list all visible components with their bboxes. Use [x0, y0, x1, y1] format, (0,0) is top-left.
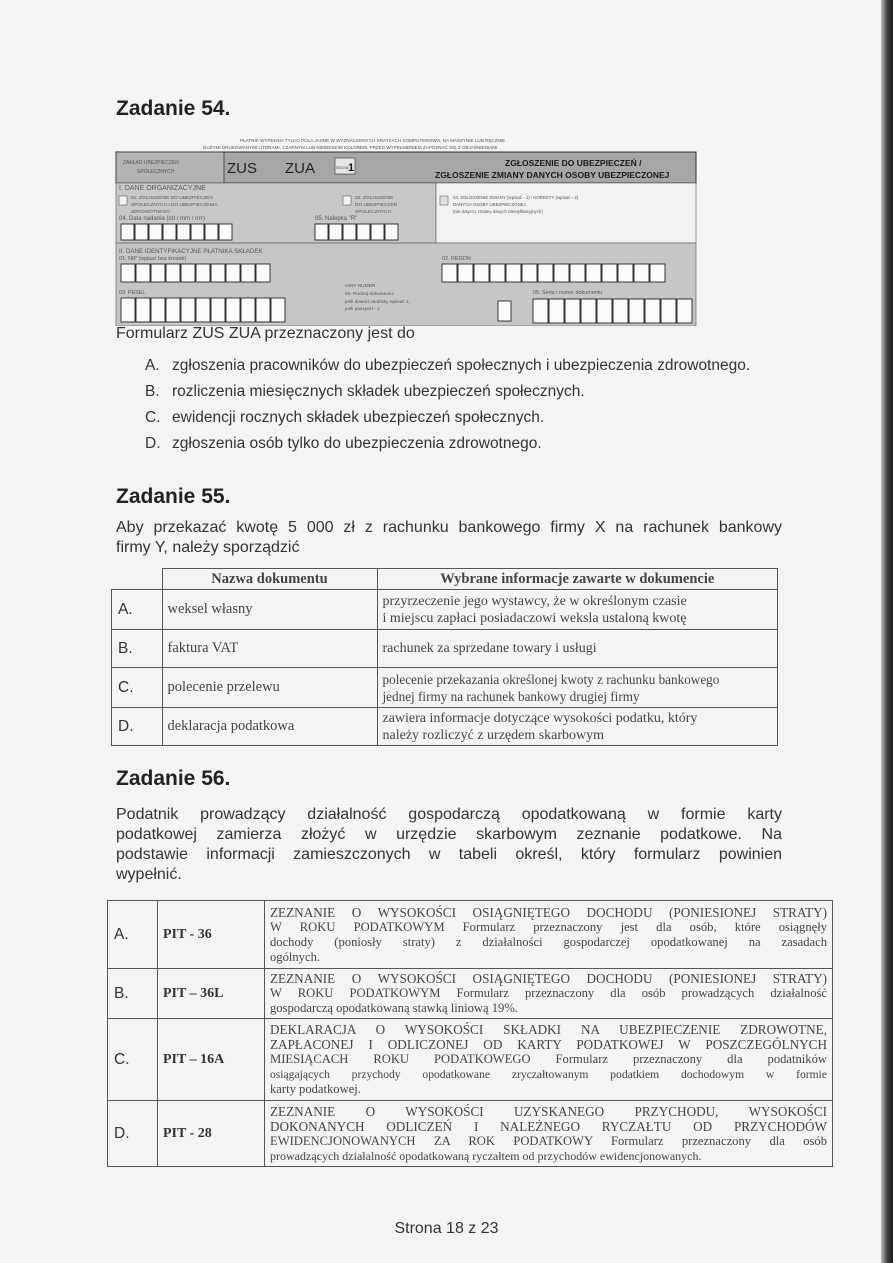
form-note-2: DUŻYMI DRUKOWANYMI LITERAMI, CZARNYM LUB NIEBIESKIM KOLOREM, PRZED WYPEŁNIENIEM ZAPOZNAĆ SIĘ Z OBJAŚNIENIAMI [203, 145, 498, 150]
form-entry-box [135, 224, 148, 240]
form-section-2: II. DANE IDENTYFIKACYJNE PŁATNIKA SKŁADEK [119, 248, 263, 255]
form-title-2: ZGŁOSZENIE ZMIANY DANYCH OSOBY UBEZPIECZONEJ [435, 170, 670, 180]
table-row[interactable] [108, 969, 833, 1019]
column-header: Nazwa dokumentu [162, 569, 377, 590]
column-header: Wybrane informacje zawarte w dokumencie [377, 569, 778, 590]
task-55-question-line: Aby przekazać kwotę 5 000 zł z rachunku bankowego firmy X na rachunek bankowy [116, 519, 782, 536]
form-entry-box [121, 298, 135, 322]
document-name: faktura VAT [162, 630, 377, 668]
form-entry-box [343, 224, 356, 240]
task-54-answer-a[interactable]: A. zgłoszenia pracowników do ubezpieczeń społecznych i ubezpieczenia zdrowotnego. [145, 357, 751, 374]
task-56-question [116, 805, 782, 885]
task-56-heading: Zadanie 56. [116, 767, 231, 790]
form-entry-box [554, 264, 569, 282]
form-description: DEKLARACJA O WYSOKOŚCI SKŁADKI NA UBEZPIECZENIE ZDROWOTNE, ZAPŁACONEJ I ODLICZONEJ OD KARTY PODATKOWEJ W POSZCZEGÓLNYCH MIESIĄCACH ROKU PODATKOWEGO Formularz przeznaczony dla podatników osiągających przychody opodatkowane zryczałtowanym podatkiem dochodowym w formie karty podatkowej. [265, 1019, 833, 1101]
form-entry-box [271, 298, 285, 322]
form-entry-box [205, 224, 218, 240]
form-opt-02-2: DO UBEZPIECZEŃ [355, 203, 398, 208]
form-section-1: I. DANE ORGANIZACYJNE [119, 185, 206, 192]
task-56-question-line: podatkowej zamierza złożyć w urzędzie skarbowym zeznanie podatkowe. Na [116, 826, 782, 843]
form-other-3: jeśli dowód osobisty, wpisać 1, [345, 300, 410, 305]
document-info: polecenie przekazania określonej kwoty z rachunku bankowego jednej firmy na rachunek bankowy drugiej firmy [377, 668, 778, 708]
form-field-04: 04. Data nadania (dd / mm / rrrr) [119, 216, 206, 222]
form-entry-box [149, 224, 162, 240]
form-opt-03-1: 03. ZGŁOSZENIE ZMIANY (wpisać - 1) / KOREKTY (wpisać - 2) [453, 195, 579, 200]
form-entry-box [166, 264, 180, 282]
table-row[interactable] [108, 1019, 833, 1101]
row-letter: B. [112, 630, 163, 668]
form-entry-box [458, 264, 473, 282]
form-entry-box [121, 264, 135, 282]
form-other-2: 04. Rodzaj dokumentu: [345, 292, 395, 297]
row-letter: C. [112, 668, 163, 708]
form-entry-box [226, 264, 240, 282]
form-description: ZEZNANIE O WYSOKOŚCI OSIĄGNIĘTEGO DOCHODU (PONIESIONEJ STRATY) W ROKU PODATKOWYM Formularz przeznaczony jest dla osób, które osiągnęły dochody (poniosły straty) z działalności gospodarczej opodatkowanej na zasadach ogólnych. [265, 901, 833, 969]
form-entry-box [581, 299, 596, 323]
form-entry-box [634, 264, 649, 282]
task-55-question-line: firmy Y, należy sporządzić [116, 539, 300, 556]
form-entry-box [661, 299, 676, 323]
form-entry-box [474, 264, 489, 282]
form-title-1: ZGŁOSZENIE DO UBEZPIECZEŃ / [505, 158, 642, 168]
form-code: PIT – 16A [158, 1019, 265, 1101]
form-description: ZEZNANIE O WYSOKOŚCI OSIĄGNIĘTEGO DOCHODU (PONIESIONEJ STRATY) W ROKU PODATKOWYM Formularz przeznaczony dla osób prowadzących działalność gospodarczą opodatkowaną stawką liniową 19%. [265, 969, 833, 1019]
task-56-question-line: Podatnik prowadzący działalność gospodarczą opodatkowaną w formie karty [116, 806, 782, 823]
page-footer: Strona 18 z 23 [394, 1220, 499, 1237]
form-entry-box [385, 224, 398, 240]
form-entry-box [256, 298, 270, 322]
form-opt-01-2: SPOŁECZNYCH I DO UBEZPIECZENIA [131, 203, 218, 208]
task-55-table [111, 568, 778, 746]
form-description: ZEZNANIE O WYSOKOŚCI UZYSKANEGO PRZYCHODU, WYSOKOŚCI DOKONANYCH ODLICZEŃ I NALEŻNEGO RYCZAŁTU OD PRZYCHODÓW EWIDENCJONOWANYCH ZA ROK PODATKOWY Formularz przeznaczony dla osób prowadzących działalność opodatkowaną ryczałtem od przychodów ewidencjonowanych. [265, 1101, 833, 1167]
form-opt-03-2: DANYCH OSOBY UBEZPIECZONEJ [453, 202, 526, 207]
form-entry-box [371, 224, 384, 240]
document-info: przyrzeczenie jego wystawcy, że w określonym czasie i miejscu zapłaci posiadaczowi weksla ustaloną kwotę [377, 590, 778, 630]
form-entry-box [181, 264, 195, 282]
task-54-answers [145, 357, 805, 467]
form-entry-box [219, 224, 232, 240]
form-entry-box [329, 224, 342, 240]
form-field-series: 05. Seria i numer dokumentu [533, 290, 603, 296]
form-entry-box [241, 298, 255, 322]
form-opt-03-3: (nie dotyczy zmiany danych identyfikacyjnych) [453, 209, 543, 214]
form-entry-box [226, 298, 240, 322]
form-note-1: PŁATNIK WYPEŁNIA TYLKO POLA JASNE W WYZNACZONYCH KRATKACH KOMPUTEROWO, NA MASZYNIE LUB RĘCZNIE [240, 138, 506, 143]
form-page-label: strona [336, 165, 349, 170]
form-code-zus: ZUS [227, 160, 257, 177]
task-54-answer-c[interactable]: C. ewidencji rocznych składek ubezpieczeń społecznych. [145, 409, 545, 426]
form-entry-box [241, 264, 255, 282]
form-entry-box [211, 264, 225, 282]
task-54-heading: Zadanie 54. [116, 97, 231, 120]
form-entry-box [677, 299, 692, 323]
form-entry-box [177, 224, 190, 240]
form-entry-box [211, 298, 225, 322]
form-entry-box [522, 264, 537, 282]
form-entry-box [570, 264, 585, 282]
row-letter: B. [108, 969, 158, 1019]
form-field-05: 05. Nalepka "R" [315, 216, 358, 222]
form-entry-box [533, 299, 548, 323]
form-field-regon: 02. REGON [442, 256, 471, 262]
table-header-row [112, 569, 778, 590]
task-54-answer-d[interactable]: D. zgłoszenia osób tylko do ubezpieczenia zdrowotnego. [145, 435, 542, 452]
form-issuer-2: SPOŁECZNYCH [137, 169, 175, 175]
form-entry-box [191, 224, 204, 240]
form-entry-box [256, 264, 270, 282]
table-row[interactable] [108, 901, 833, 969]
form-other-4: jeśli paszport - 2 [345, 307, 380, 312]
table-row[interactable] [112, 590, 778, 630]
document-name: weksel własny [162, 590, 377, 630]
form-code: PIT - 36 [158, 901, 265, 969]
form-entry-box [538, 264, 553, 282]
task-54-answer-b[interactable]: B. rozliczenia miesięcznych składek ubezpieczeń społecznych. [145, 383, 585, 400]
form-opt-01-3: ZDROWOTNEGO [131, 210, 170, 215]
form-entry-box [166, 298, 180, 322]
form-entry-box [586, 264, 601, 282]
form-opt-02-1: 02. ZGŁOSZENIE [355, 196, 394, 201]
document-info: rachunek za sprzedane towary i usługi [377, 630, 778, 668]
form-page-num: 1 [348, 162, 355, 174]
form-entry-box [565, 299, 580, 323]
row-letter: A. [108, 901, 158, 969]
task-54-question: Formularz ZUS ZUA przeznaczony jest do [116, 325, 415, 342]
form-field-nip: 01. NIP (wpisać bez kresek) [119, 256, 187, 262]
document-info: zawiera informacje dotyczące wysokości podatku, który należy rozliczyć z urzędem skarbowym [377, 708, 778, 746]
task-56-question-line: wypełnić. [116, 866, 182, 883]
form-entry-box [196, 264, 210, 282]
form-entry-box [181, 298, 195, 322]
form-entry-box [613, 299, 628, 323]
task-55-question [116, 518, 782, 558]
form-code: PIT - 28 [158, 1101, 265, 1167]
form-entry-box [151, 264, 165, 282]
form-issuer-1: ZAKŁAD UBEZPIECZEŃ [123, 160, 179, 166]
form-entry-box [506, 264, 521, 282]
table-row[interactable] [108, 1101, 833, 1167]
table-row[interactable] [112, 630, 778, 668]
document-name: polecenie przelewu [162, 668, 377, 708]
table-row[interactable] [112, 708, 778, 746]
empty-header-cell [112, 569, 163, 590]
form-opt-02-3: SPOŁECZNYCH [355, 210, 391, 215]
form-entry-box [136, 264, 150, 282]
form-field-pesel: 03. PESEL [119, 290, 146, 296]
form-entry-box [151, 298, 165, 322]
row-letter: D. [108, 1101, 158, 1167]
form-entry-box [597, 299, 612, 323]
form-entry-box [650, 264, 665, 282]
form-opt-01-1: 01. ZGŁOSZENIE DO UBEZPIECZEŃ [131, 196, 213, 201]
table-row[interactable] [112, 668, 778, 708]
form-entry-box [602, 264, 617, 282]
form-code-zua: ZUA [285, 160, 315, 177]
form-entry-box [163, 224, 176, 240]
form-entry-box [315, 224, 328, 240]
form-other-1: INNY NUMER [345, 284, 376, 289]
form-entry-box [196, 298, 210, 322]
form-entry-box [549, 299, 564, 323]
form-entry-box [498, 301, 511, 321]
form-entry-box [121, 224, 134, 240]
zus-zua-form-image [115, 136, 697, 326]
row-letter: D. [112, 708, 163, 746]
row-letter: A. [112, 590, 163, 630]
form-code: PIT – 36L [158, 969, 265, 1019]
form-entry-box [442, 264, 457, 282]
form-entry-box [357, 224, 370, 240]
form-entry-box [629, 299, 644, 323]
task-56-table [107, 900, 833, 1167]
task-56-question-line: podstawie informacji zamieszczonych w tabeli określ, który formularz powinien [116, 846, 782, 863]
form-entry-box [645, 299, 660, 323]
row-letter: C. [108, 1019, 158, 1101]
scan-dark-edge [881, 0, 893, 1263]
form-entry-box [618, 264, 633, 282]
document-name: deklaracja podatkowa [162, 708, 377, 746]
task-55-heading: Zadanie 55. [116, 485, 231, 508]
form-entry-box [490, 264, 505, 282]
form-entry-box [136, 298, 150, 322]
